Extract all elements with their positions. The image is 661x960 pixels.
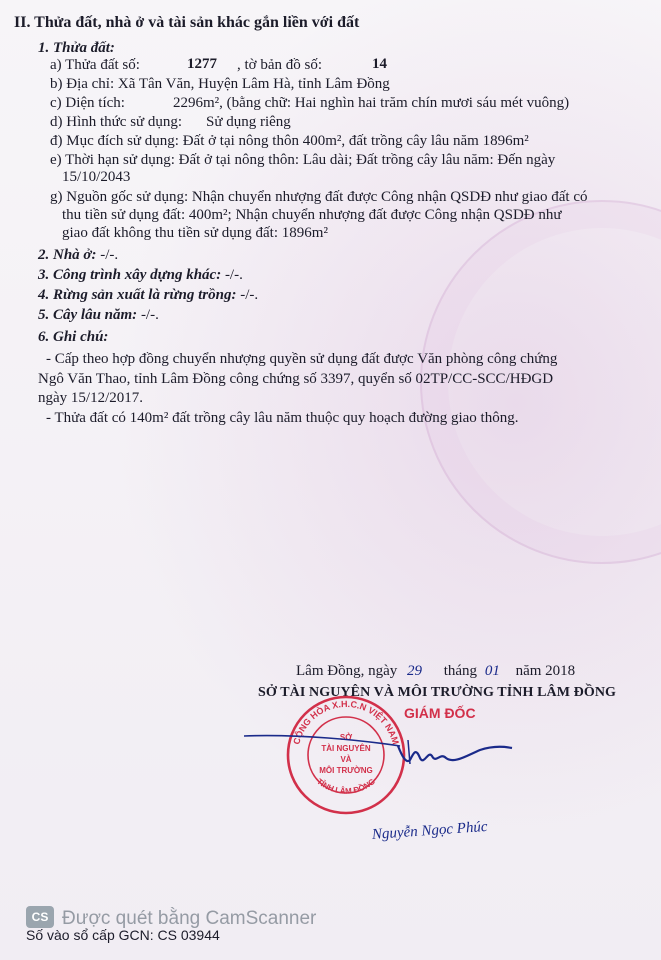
camscanner-watermark: Được quét bằng CamScanner xyxy=(62,908,317,929)
usage-origin-line-3: giao đất không thu tiền sử dụng đất: 1896m² xyxy=(62,225,328,241)
seal-center-1: SỞ xyxy=(339,733,353,742)
trees-label: 5. Cây lâu năm: xyxy=(38,307,138,323)
notes-line-2: Ngô Văn Thao, tỉnh Lâm Đồng công chứng số 3397, quyển số 02TP/CC-SCC/HĐGD xyxy=(38,371,554,387)
usage-purpose-line: đ) Mục đích sử dụng: Đất ở tại nông thôn 400m², đất trồng cây lâu năm 1896m² xyxy=(50,133,529,149)
registry-value: CS 03944 xyxy=(157,927,220,943)
usage-origin-line-1: g) Nguồn gốc sử dụng: Nhận chuyển nhượng đất được Công nhận QSDĐ như giao đất có xyxy=(50,189,588,205)
forest-row xyxy=(38,286,258,304)
land-title: 1. Thửa đất: xyxy=(38,40,115,56)
signer-name: Nguyễn Ngọc Phúc xyxy=(371,818,489,843)
construction-row xyxy=(38,266,243,284)
usage-form-value: Sử dụng riêng xyxy=(206,114,291,130)
forest-label: 4. Rừng sản xuất là rừng trồng: xyxy=(38,287,237,303)
seal-bottom-text: TỈNH LÂM ĐỒNG xyxy=(315,776,377,796)
construction-value: -/-. xyxy=(224,267,243,283)
handwritten-signature xyxy=(240,716,520,786)
area-label: c) Diện tích: xyxy=(50,95,125,111)
trees-value: -/-. xyxy=(140,307,159,323)
house-label: 2. Nhà ở: xyxy=(38,247,97,263)
position-title: GIÁM ĐỐC xyxy=(404,705,476,721)
signing-month-label: tháng xyxy=(443,663,478,679)
seal-center-4: MÔI TRƯỜNG xyxy=(319,766,373,775)
address-line: b) Địa chỉ: Xã Tân Văn, Huyện Lâm Hà, tỉnh Lâm Đồng xyxy=(50,76,390,92)
house-value: -/-. xyxy=(100,247,119,263)
parcel-number-label: a) Thửa đất số: xyxy=(50,57,140,73)
section-heading: II. Thửa đất, nhà ở và tài sản khác gắn liền với đất xyxy=(14,14,360,31)
parcel-number-value: 1277 xyxy=(187,56,217,72)
signing-day: 29 xyxy=(406,663,422,679)
map-sheet-label: , tờ bản đồ số: xyxy=(237,57,323,73)
area-value: 2296m², (bằng chữ: Hai nghìn hai trăm chín mươi sáu mét vuông) xyxy=(173,95,570,111)
seal-center-3: VÀ xyxy=(340,755,352,764)
issuing-authority: SỞ TÀI NGUYÊN VÀ MÔI TRƯỜNG TỈNH LÂM ĐỒNG xyxy=(258,685,617,700)
signing-place: Lâm Đồng, ngày xyxy=(296,663,398,679)
notes-line-3: ngày 15/12/2017. xyxy=(38,390,143,406)
registry-label: Số vào sổ cấp GCN: xyxy=(26,927,154,943)
forest-value: -/-. xyxy=(240,287,259,303)
notes-label: 6. Ghi chú: xyxy=(38,329,109,345)
camscanner-logo-icon: CS xyxy=(26,906,54,928)
usage-term-line-2: 15/10/2043 xyxy=(62,169,131,185)
seal-center-2: TÀI NGUYÊN xyxy=(321,744,371,753)
map-sheet-value: 14 xyxy=(372,56,387,72)
seal-ring-text: CỘNG HÒA X.H.C.N VIỆT NAM xyxy=(291,698,401,746)
notes-line-4: - Thửa đất có 140m² đất trồng cây lâu năm thuộc quy hoạch đường giao thông. xyxy=(46,410,519,426)
registry-number xyxy=(26,927,220,943)
usage-term-line-1: e) Thời hạn sử dụng: Đất ở tại nông thôn: Lâu dài; Đất trồng cây lâu năm: Đến ngày xyxy=(50,152,556,168)
usage-form-label: d) Hình thức sử dụng: xyxy=(50,114,183,130)
signing-month: 01 xyxy=(484,663,500,679)
construction-label: 3. Công trình xây dựng khác: xyxy=(38,267,222,283)
house-row xyxy=(38,246,118,264)
signing-year: năm 2018 xyxy=(515,663,576,679)
usage-origin-line-2: thu tiền sử dụng đất: 400m²; Nhận chuyển nhượng đất được Công nhận QSDĐ như xyxy=(62,207,562,223)
signing-date xyxy=(296,662,575,680)
trees-row xyxy=(38,306,159,324)
notes-line-1: - Cấp theo hợp đồng chuyển nhượng quyền sử dụng đất được Văn phòng công chứng xyxy=(46,351,558,367)
